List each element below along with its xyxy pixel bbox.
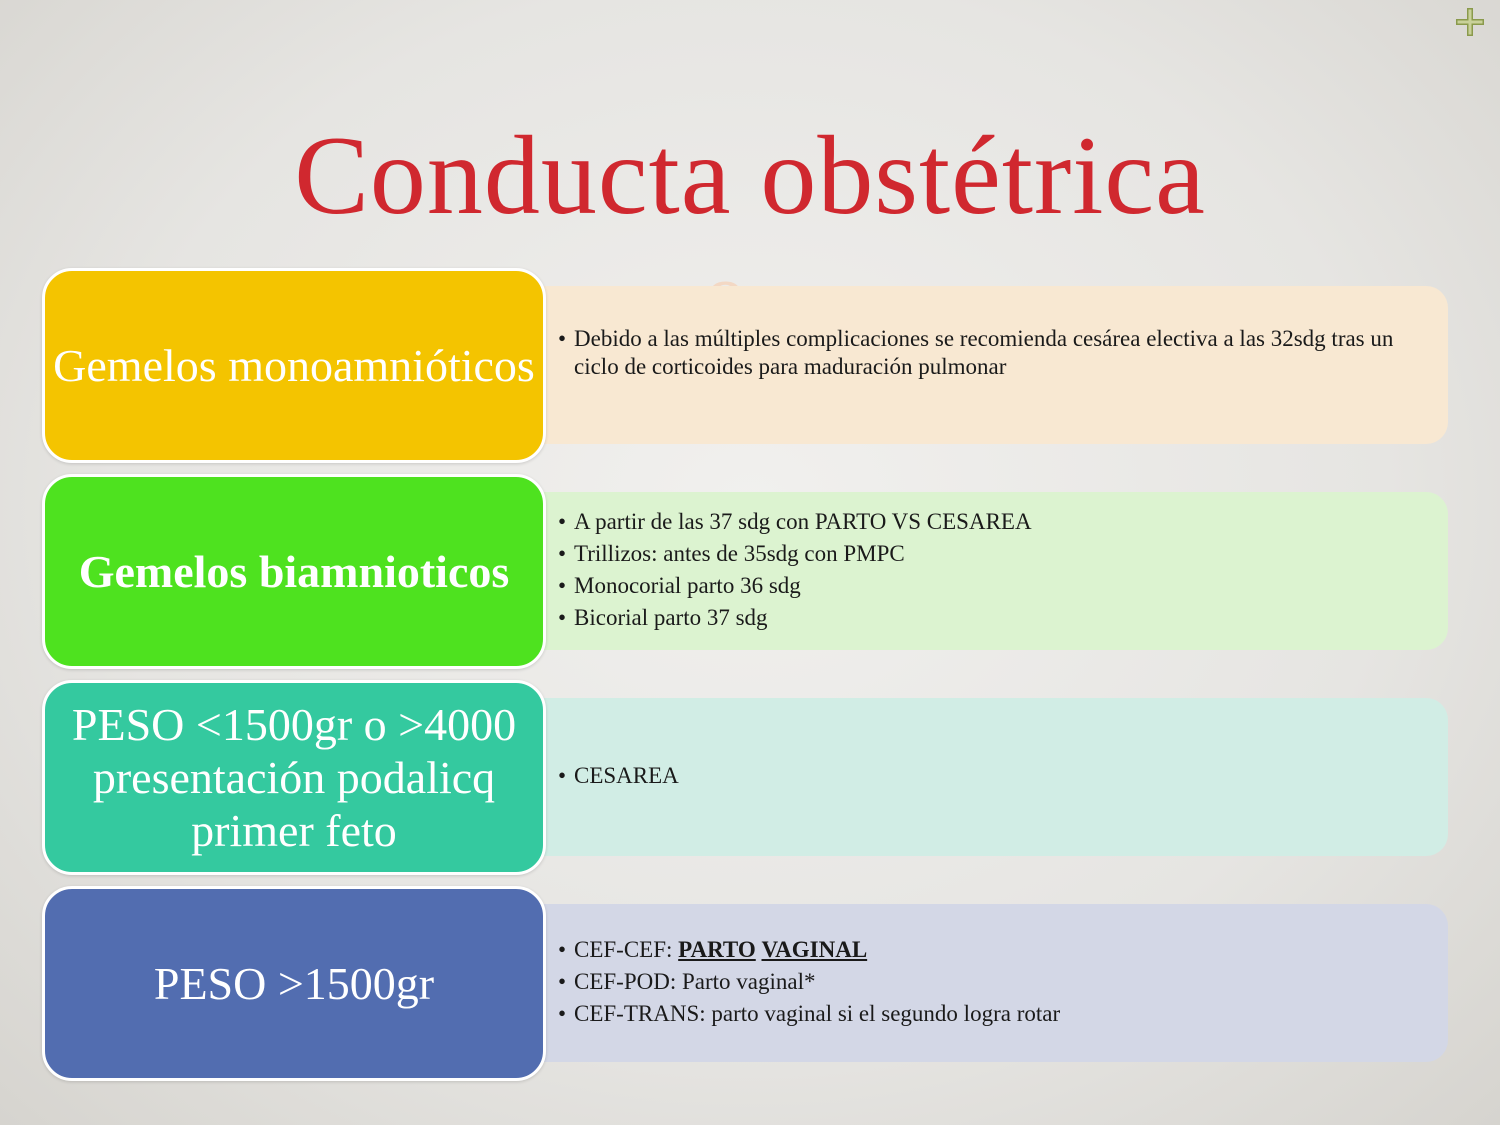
row-3-label-box bbox=[42, 680, 546, 875]
row-2-bullet-4: • Bicorial parto 37 sdg bbox=[558, 604, 1032, 632]
row-2-label: Gemelos biamnioticos bbox=[78, 546, 510, 597]
row-1-bullet-1: • Debido a las múltiples complicaciones se recomienda cesárea electiva a las 32sdg tras un ciclo de corticoides para maduración pulmonar bbox=[558, 325, 1408, 381]
row-4-bullet-1-strong-1: PARTO bbox=[678, 937, 756, 962]
row-2-bullet-1: • A partir de las 37 sdg con PARTO VS CESAREA bbox=[558, 508, 1032, 536]
row-2-bullet-3: • Monocorial parto 36 sdg bbox=[558, 572, 1032, 600]
row-2-bullets bbox=[558, 506, 1032, 636]
row-1-label: Gemelos monoamnióticos bbox=[53, 340, 535, 391]
row-2-panel bbox=[520, 492, 1448, 650]
row-4-bullet-1-prefix: CEF-CEF: bbox=[574, 937, 679, 962]
row-3-label: PESO <1500gr o >4000 presentación podalicq primer feto bbox=[71, 699, 517, 856]
row-3-bullet-1: • CESAREA bbox=[558, 762, 679, 790]
row-4-bullet-2: • CEF-POD: Parto vaginal* bbox=[558, 968, 1060, 996]
row-1-panel bbox=[520, 286, 1448, 444]
row-3-bullets bbox=[558, 760, 679, 794]
row-4-label-box bbox=[42, 886, 546, 1081]
plus-cluster-icon bbox=[1454, 6, 1486, 38]
row-2-bullet-2: • Trillizos: antes de 35sdg con PMPC bbox=[558, 540, 1032, 568]
row-4-bullets bbox=[558, 934, 1060, 1032]
page-title: Conducta obstétrica bbox=[294, 114, 1206, 238]
row-4-label: PESO >1500gr bbox=[153, 958, 435, 1009]
row-4-bullet-1-strong-2: VAGINAL bbox=[761, 937, 868, 962]
row-4-bullet-1 bbox=[558, 936, 1060, 964]
row-4-bullet-3: • CEF-TRANS: parto vaginal si el segundo logra rotar bbox=[558, 1000, 1060, 1028]
row-4-panel bbox=[520, 904, 1448, 1062]
row-2-label-box bbox=[42, 474, 546, 669]
row-1-label-box bbox=[42, 268, 546, 463]
row-3-panel bbox=[520, 698, 1448, 856]
row-1-bullets bbox=[558, 326, 1408, 385]
